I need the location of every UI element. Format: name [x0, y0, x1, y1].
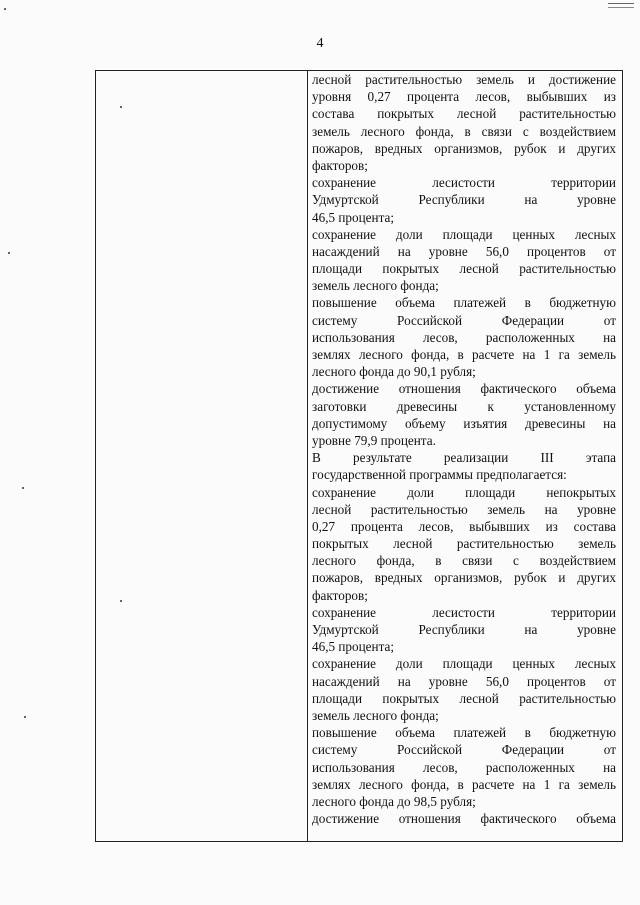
document-table	[95, 70, 623, 842]
text-line: земель лесного фонда;	[312, 707, 439, 723]
text-line: насаждений на уровне 56,0 процентов от	[312, 673, 616, 689]
text-line: использования лесов, расположенных на	[312, 759, 616, 775]
text-line: использования лесов, расположенных на	[312, 329, 616, 345]
text-line: 46,5 процента;	[312, 209, 395, 225]
text-line: площади покрытых лесной растительностью	[312, 261, 616, 277]
text-line: достижение отношения фактического объема	[312, 381, 616, 397]
text-line: сохранение доли площади непокрытых	[312, 484, 616, 500]
scan-corner-mark	[608, 3, 634, 8]
text-line: достижение отношения фактического объема	[312, 811, 616, 827]
text-line: 0,27 процента лесов, выбывших из состава	[312, 518, 616, 534]
text-line: состава покрытых лесной растительностью	[312, 106, 616, 122]
table-left-cell	[96, 71, 307, 841]
text-line: повышение объема платежей в бюджетную	[312, 725, 616, 741]
scan-dot	[8, 252, 10, 254]
text-line: уровне 79,9 процента.	[312, 432, 436, 448]
text-line: В результате реализации III этапа	[312, 450, 616, 466]
text-line: сохранение доли площади ценных лесных	[312, 226, 616, 242]
text-line: насаждений на уровне 56,0 процентов от	[312, 243, 616, 259]
text-line: сохранение лесистости территории	[312, 604, 616, 620]
text-line: систему Российской Федерации от	[312, 742, 616, 758]
text-line: лесного фонда до 98,5 рубля;	[312, 793, 476, 809]
text-line: пожаров, вредных организмов, рубок и других	[312, 570, 616, 586]
text-line: покрытых лесной растительностью земель	[312, 536, 616, 552]
table-right-cell	[312, 71, 616, 841]
page-number: 4	[316, 36, 324, 51]
text-line: повышение объема платежей в бюджетную	[312, 295, 616, 311]
text-line: лесной растительностью земель и достижение	[312, 72, 616, 87]
scan-dot	[22, 487, 24, 489]
text-line: уровня 0,27 процента лесов, выбывших из	[312, 89, 616, 105]
text-line: площади покрытых лесной растительностью	[312, 690, 616, 706]
text-line: лесного фонда до 90,1 рубля;	[312, 364, 476, 380]
scan-dot	[4, 8, 6, 10]
text-line: сохранение лесистости территории	[312, 175, 616, 191]
text-line: Удмуртской Республики на уровне	[312, 622, 616, 637]
text-line: землях лесного фонда, в расчете на 1 га земель	[312, 776, 616, 792]
text-line: заготовки древесины к установленному	[312, 398, 616, 414]
text-line: факторов;	[312, 587, 368, 603]
text-line: допустимому объему изъятия древесины на	[312, 415, 616, 431]
text-line: Удмуртской Республики на уровне	[312, 192, 616, 208]
text-line: факторов;	[312, 157, 368, 173]
text-line: земель лесного фонда;	[312, 278, 439, 294]
text-line: сохранение доли площади ценных лесных	[312, 656, 616, 672]
text-line: государственной программы предполагается:	[312, 467, 567, 483]
table-column-divider	[307, 71, 308, 841]
text-line: 46,5 процента;	[312, 639, 395, 655]
text-line: землях лесного фонда, в расчете на 1 га земель	[312, 347, 616, 362]
text-line: лесной растительностью земель на уровне	[312, 501, 616, 517]
text-line: земель лесного фонда, в связи с воздействием	[312, 123, 616, 139]
scan-dot	[24, 716, 26, 718]
text-line: пожаров, вредных организмов, рубок и других	[312, 140, 616, 156]
text-line: лесного фонда, в связи с воздействием	[312, 553, 616, 569]
text-line: систему Российской Федерации от	[312, 312, 616, 328]
